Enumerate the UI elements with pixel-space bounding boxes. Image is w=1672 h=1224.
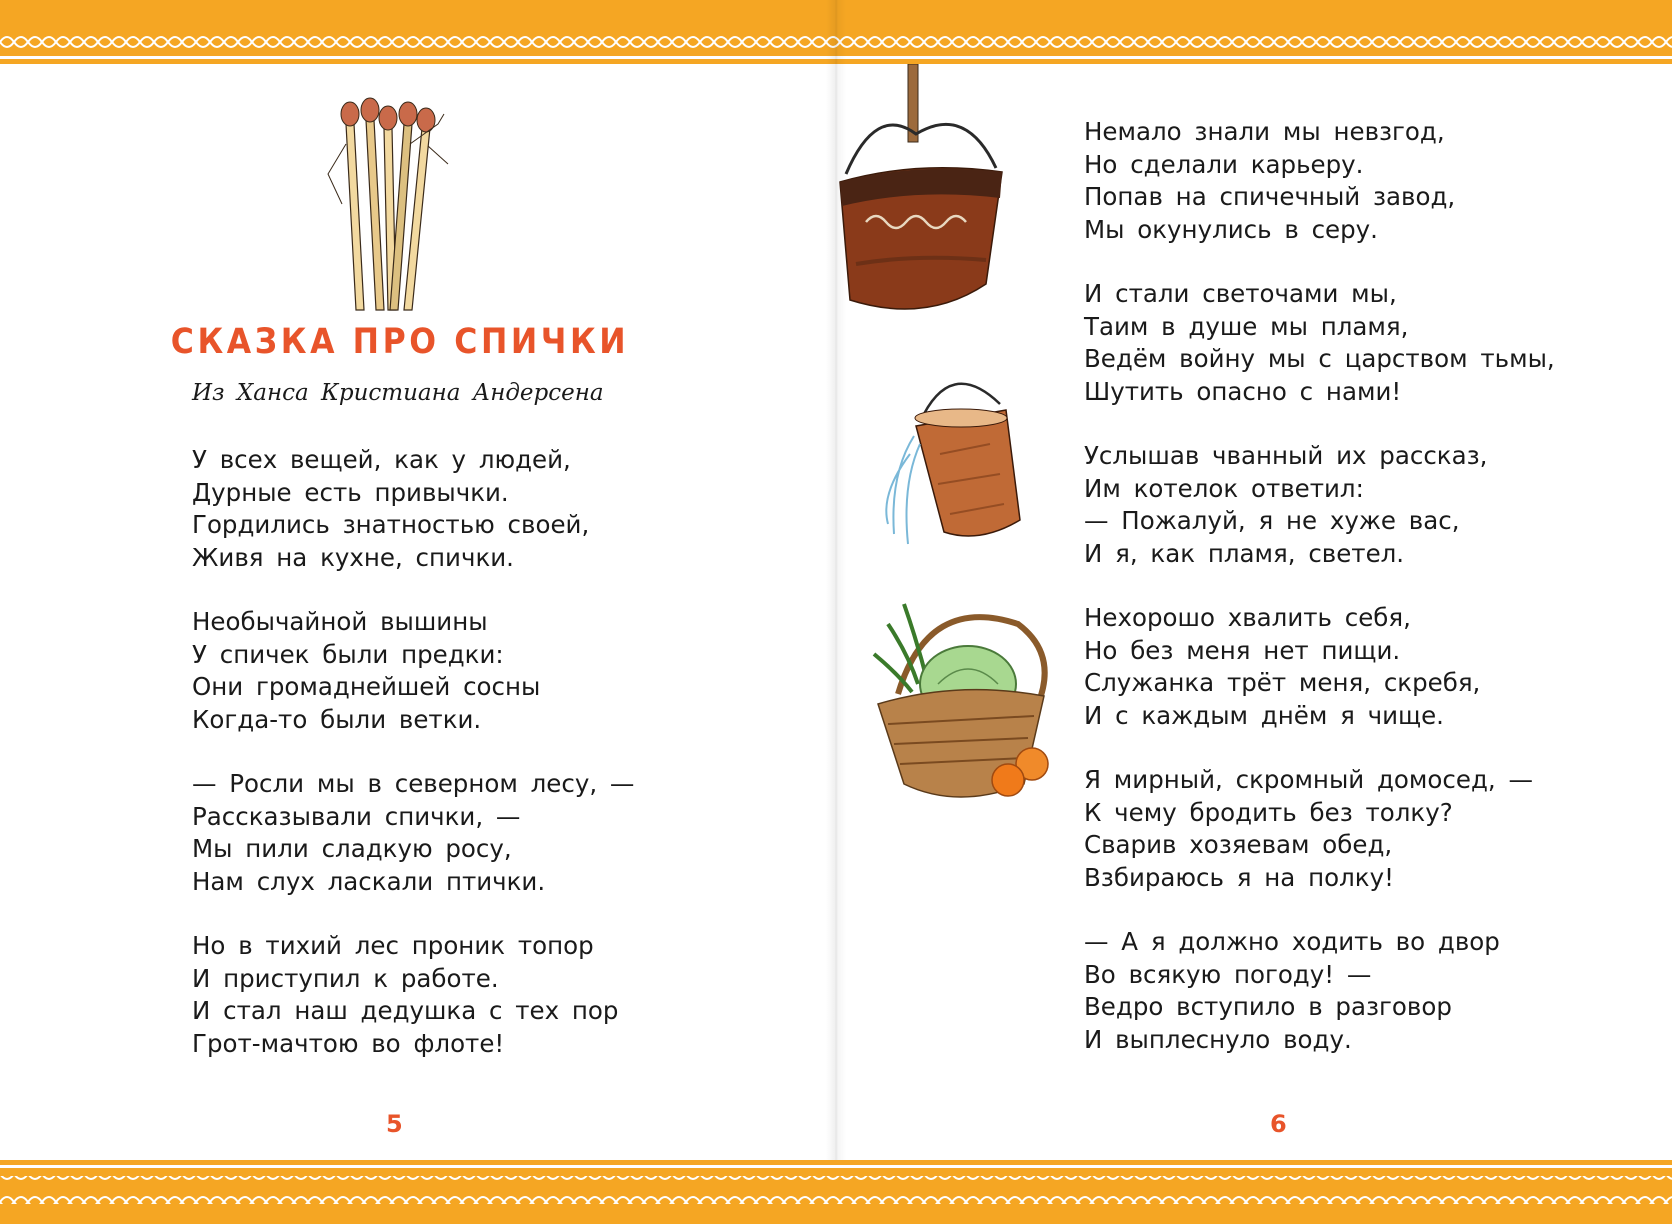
poem-line: Шутить опасно с нами! bbox=[1084, 376, 1402, 406]
left-poem bbox=[192, 444, 634, 1092]
stanza bbox=[1084, 764, 1555, 894]
matches-illustration bbox=[318, 84, 458, 320]
poem-line: Они громаднейшей сосны bbox=[192, 672, 541, 701]
author-line: Из Ханса Кристиана Андерсена bbox=[192, 380, 604, 406]
page-number: 6 bbox=[1270, 1110, 1287, 1138]
poem-line: Таим в душе мы пламя, bbox=[1084, 311, 1409, 341]
poem-line: Нехорошо хвалить себя, bbox=[1084, 603, 1411, 632]
stanza bbox=[1084, 278, 1555, 408]
poem-line: — Пожалуй, я не хуже вас, bbox=[1084, 506, 1460, 535]
page-number: 5 bbox=[386, 1110, 403, 1138]
poem-line: У всех вещей, как у людей, bbox=[192, 445, 571, 474]
poem-line: Попав на спичечный завод, bbox=[1084, 182, 1456, 211]
poem-line: Но без меня нет пищи. bbox=[1084, 635, 1401, 665]
poem-line: Но сделали карьеру. bbox=[1084, 149, 1364, 179]
poem-line: И выплеснуло воду. bbox=[1084, 1024, 1352, 1054]
stanza bbox=[192, 606, 634, 736]
poem-line: Ведём войну мы с царством тьмы, bbox=[1084, 344, 1555, 373]
poem-line: Но в тихий лес проник топор bbox=[192, 931, 594, 960]
poem-line: Сварив хозяевам обед, bbox=[1084, 830, 1393, 859]
poem-line: Я мирный, скромный домосед, — bbox=[1084, 765, 1533, 794]
top-ornament-border bbox=[0, 0, 1672, 64]
poem-line: Мы пили сладкую росу, bbox=[192, 834, 512, 863]
poem-line: Служанка трёт меня, скребя, bbox=[1084, 668, 1481, 697]
right-page bbox=[836, 64, 1672, 1160]
wave-pattern-bottom bbox=[0, 1160, 1672, 1224]
basket-illustration bbox=[868, 584, 1058, 814]
stanza bbox=[1084, 926, 1555, 1056]
poem-line: Грот-мачтою во флоте! bbox=[192, 1028, 505, 1058]
poem-line: Немало знали мы невзгод, bbox=[1084, 117, 1445, 146]
poem-line: Взбираюсь я на полку! bbox=[1084, 862, 1394, 892]
stanza bbox=[1084, 116, 1555, 246]
stanza bbox=[192, 930, 634, 1060]
poem-line: И с каждым днём я чище. bbox=[1084, 700, 1444, 730]
poem-line: И я, как пламя, светел. bbox=[1084, 538, 1405, 568]
pot-illustration bbox=[836, 64, 1012, 334]
poem-line: — Росли мы в северном лесу, — bbox=[192, 769, 635, 798]
right-poem bbox=[1084, 116, 1555, 1088]
bucket-illustration bbox=[880, 364, 1056, 564]
poem-line: И стал наш дедушка с тех пор bbox=[192, 996, 619, 1025]
poem-line: Во всякую погоду! — bbox=[1084, 959, 1372, 989]
poem-line: К чему бродить без толку? bbox=[1084, 797, 1453, 827]
poem-line: Рассказывали спички, — bbox=[192, 801, 521, 831]
poem-line: Мы окунулись в серу. bbox=[1084, 214, 1378, 244]
stanza bbox=[1084, 440, 1555, 570]
poem-line: Дурные есть привычки. bbox=[192, 477, 509, 507]
story-title: СКАЗКА ПРО СПИЧКИ bbox=[170, 322, 630, 362]
poem-line: Необычайной вышины bbox=[192, 607, 488, 636]
bottom-ornament-border bbox=[0, 1160, 1672, 1224]
poem-line: И стали светочами мы, bbox=[1084, 279, 1397, 308]
poem-line: Им котелок ответил: bbox=[1084, 473, 1364, 503]
poem-line: Гордились знатностью своей, bbox=[192, 510, 590, 539]
poem-line: Ведро вступило в разговор bbox=[1084, 992, 1452, 1021]
poem-line: Живя на кухне, спички. bbox=[192, 542, 514, 572]
poem-line: Когда-то были ветки. bbox=[192, 704, 482, 734]
poem-line: Услышав чванный их рассказ, bbox=[1084, 441, 1488, 470]
stanza bbox=[1084, 602, 1555, 732]
stanza bbox=[192, 768, 634, 898]
left-page bbox=[0, 64, 836, 1160]
stanza bbox=[192, 444, 634, 574]
poem-line: — А я должно ходить во двор bbox=[1084, 927, 1500, 956]
wave-pattern-top bbox=[0, 0, 1672, 64]
poem-line: Нам слух ласкали птички. bbox=[192, 866, 546, 896]
poem-line: У спичек были предки: bbox=[192, 639, 504, 669]
poem-line: И приступил к работе. bbox=[192, 963, 499, 993]
